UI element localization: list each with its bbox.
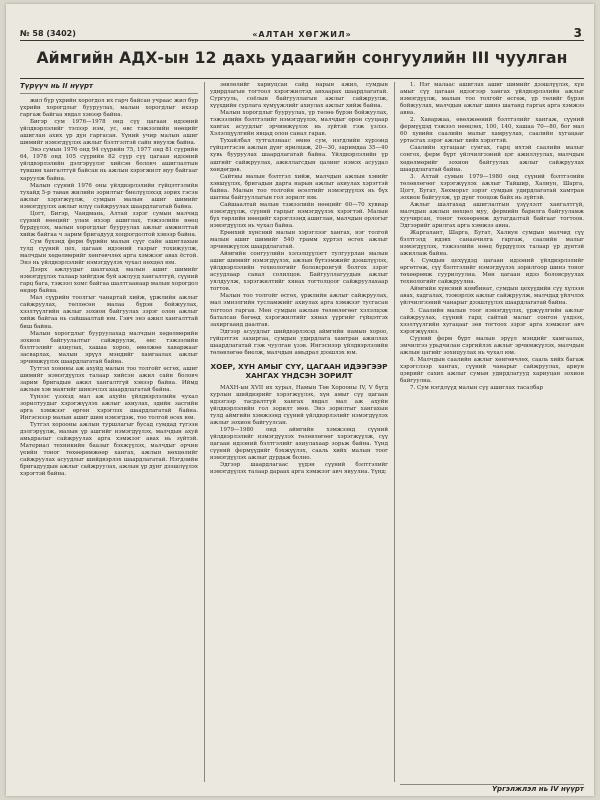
paragraph: Аймгийн хүнсний комбинат, сумдын цехүүдийн сүү хүлээн авах, хадгалах, тээвэрлэх ажлыг сайжруулж, малчдад үйлчлэх үйлчилгээний чанарыг дээшлүүлэх шаардлагатай байна.: [400, 286, 584, 307]
paragraph: Эдгээр асуудлыг шийдвэрлэхэд аймгийн намын хороо, гүйцэтгэх захиргаа, сумдын удирдлага хамтран ажиллах шаардлагатай гэж чуулган үзэв. Ингэснээр үйлдвэрлэлийн төлөвлөгөө биелж, малчдын амьдрал дээшлэх юм.: [210, 328, 388, 356]
section-subhead: ХОЕР, ХҮН АМЫГ СҮҮ, ЦАГААН ИДЭЭГЭЭР ХАНГАХ ҮНДСЭН ЗОРИЛТ: [210, 361, 388, 381]
paragraph: Сайтны малын бэлтгэл хийж, малчдын ажлын хэвийг хэвшүүлэх, бригадын дарга нарын ажлыг ахиулах хэрэгтэй байна. Малын тоо толгойн өсөлтийг нэмэгдүүлэх нь бүх шатны байгууллагын гол зорилт юм.: [210, 173, 388, 201]
paragraph: Сайшаалтай малын тэжээлийн нөөцийг 60—70 хувиар нэмэгдүүлж, сүүний гарцыг нэмэгдүүлэх хэрэгтэй. Малын бүх төрлийн нөөцийг хэрэглээнд ашиглан, малчдын орлогыг нэмэгдүүлэх нь чухал байна.: [210, 201, 388, 229]
paragraph: 4. Сумдын цехүүдэд цагаан идээний үйлдвэрлэлийг өргөтгөж, сүү бэлтгэлийг нэмэгдүүлэх зорилгоор шинэ тоног төхөөрөмж суурилуулна. Мөн цагаан идээ боловсруулах технологийг сайжруулна.: [400, 258, 584, 286]
column-2: [210, 82, 388, 782]
paragraph: Энэ сумын 1976 онд 94 сүүрийн 75, 1977 онд 81 сүүрийн 64, 1978 онд 105 сүүрийн 82 сүүр сүү цагаан идээний үйлдвэрлэлийн дэлгэрүүлэг хийсэн боловч ашиглалтын түвшин хангалтгүй байсан нь ажлын хэрэгжилт муу байгааг харуулж байна.: [20, 147, 198, 182]
paragraph: жил бүр үхрийн хорогдол их гарч байсан учраас жил бүр үхрийн хорогдлыг бууруулах, малын хорогдлыг ихээр гаргаж байгаа явдал хэвээр байна.: [20, 98, 198, 119]
paragraph: Мал сүүрийн тоолгыг чанартай хийж, үржлийн ажлыг сайжруулах, төллөсөн малаа бүрэн бойжуулах, хээлтүүлгийн ажлыг зохион байгуулах зэрэг олон ажлыг хийж байгаа нь сайшаалтай юм. Гэвч энэ ажил хангалттай биш байна.: [20, 295, 198, 330]
page-header: [20, 26, 584, 41]
paragraph: 3. Алтай сумын 1979—1980 онд сүүний бэлтгэлийн төлөвлөгөөг хэрэгжүүлэх ажлыг Тайшир, Халиун, Шарга, Цогт, Бугат, Хөхморьт зэрэг сумдын удирдлагатай хамтран зохион байгуулж, үр дүнг тооцож байх нь зүйтэй.: [400, 173, 584, 201]
paragraph: Бигэр сум 1976—1978 онд сүү цагаан идээний үйлдвэрлэлийг тэлээр нэм, ус, өвс тэжээлийн нөөцийг ашиглан ахих үр дүн гаргасан. Үүний учир малын ашиг шимийг нэмэгдүүлэх ажлыг бэлтгэлтэй сайн явуулж байна.: [20, 119, 198, 147]
paragraph: 5. Саалийн малын тоог нэмэгдүүлэх, үржүүлгийн ажлыг сайжруулах, сүүний гарц сайтай малыг сонгон үлдээх, хээлтүүлгийн хугацааг зөв тогтоох зэрэг арга хэмжээг авч хэрэгжүүлнэ.: [400, 307, 584, 335]
paragraph: 7. Сум нэгдлүүд малын сүү ашиглах тасалбар: [410, 385, 544, 392]
paragraph: Тухайлбал тутгалзнаас өмнө сум, нэгдлийн хүрээнд гүйцэтгэсэн ажлын дүнг ярилцаж, 20—30, заримдаа 35—40 хувь бууруулах шаардлагатай байна. Үйлдвэрлэлийн үр ашгийг сайжруулах, ажиллагсдын цалинг нэмэх асуудал хөндөгдөв.: [210, 138, 388, 173]
paragraph: Ерөнхий хүнсний малын хэрэглээг хангах, нэг толгой малын ашиг шимийг 540 грамм хүртэл өсгөх ажлыг эрчимжүүлэх шаардлагатай.: [210, 229, 388, 251]
paragraph: МАХН-ын XVII их хурал, Намын Төв Хорооны IV, V бүгд хурлын шийдвэрийг хэрэгжүүлэх, хүн амыг сүү цагаан идээгээр тасралтгүй хангах явдал мал аж ахуйн үйлдвэрлэлийн гол зорилт мөн. Энэ зорилтыг хангахын тулд аймгийн хэмжээнд сүүний үйлдвэрлэлийг нэмэгдүүлэх ажлыг зохион байгуулсан.: [210, 384, 388, 426]
column-3: [400, 82, 584, 782]
newspaper-page: [6, 4, 594, 796]
issue-number: № 58 (3402): [20, 29, 76, 38]
continuation-kicker: Түрүүч нь II нүүрт: [20, 82, 198, 94]
paragraph: Тутгэл хонины аж ахуйд малын тоо толгойг өсгөх, ашиг шимийг нэмэгдүүлэх талаар хийсэн ажил сайн боловч зарим бригадын ажил хангалтгүй хэвээр байна. Иймд ажлын хэв маягийг шинэчлэх шаардлагатай байна.: [20, 365, 198, 393]
paragraph: Аймгийн сонгуулийн хэлэлцүүлэгт тулгуурлан малын ашиг шимийг нэмэгдүүлэх, ажлын бүтээмжийг дээшлүүлэх, үйлдвэрлэлийн технологийг боловсронгуй болгох зэрэг асуудлаар санал солилцов. Байгууллагуудын ажлыг уялдуулж, хэрэгжилтийг хянах тогтолцоог сайжруулахаар тогтов.: [210, 251, 388, 293]
paragraph: Үүнээс үзэхэд мал аж ахуйн үйлдвэрлэлийн чухал зорилтуудыг хэрэгжүүлэх ажлыг ахиулах, эдийн засгийн арга хэмжээг өргөн хэрэглэх шаардлагатай байна. Ингэснээр малын ашиг шим нэмэгдэж, тоо толгой өсөх юм.: [20, 393, 198, 422]
page-number: 3: [573, 26, 582, 40]
paragraph: Жаргалант, Шарга, Бугат, Халиун сумдын малчид сүү бэлтгэлд идэвх санаачилга гаргаж, саалийн малыг нэмэгдүүлэх, тэжээлийн нөөц бүрдүүлэх талаар үр дүнтэй ажиллаж байна.: [400, 229, 584, 258]
paragraph: Эдгээр шаардлагаас үүдэн сүүний бэлтгэлийг нэмэгдүүлэх талаар дараах арга хэмжээг авч явуулна. Үүнд:: [210, 462, 388, 476]
paragraph: Цогт, Бигэр, Чандмань, Алтай зэрэг сумын малчид сүүний нөөцийг улам ихээр ашиглах, тэжээлийн нөөц бүрдүүлэх, малын хорогдлыг бууруулах ажлыг амжилттай хийж байгаа ч зарим бригадууд хоцрогдолтой хэвээр байна.: [20, 210, 198, 238]
paragraph: Малын хорогдлыг бууруулахад малчдын хөдөлмөрийн зохион байгуулалтыг сайжруулж, өвс тэжээлийн бэлтгэлийг ахиулах, хашаа хороо, өвөлжөө хаваржааг засварлах, малын эрүүл мэндийг хамгаалах ажлыг эрчимжүүлэх шаардлагатай байна.: [20, 330, 198, 365]
paragraph: зөвлөлийг хариуцсан сайд нарын ажил, сумдын удирдлагын тогтоол хэрэгжилтэд анхаарах шаардлагатай. Сургууль, соёлын байгууллагын ажлыг сайжруулж, хүүхдийн сурлага хүмүүжлийг ахиулах ажлыг хийж байна.: [210, 82, 388, 110]
continuation-footer: Үргэлжлэл нь IV нүүрт: [400, 784, 584, 795]
paragraph: 1979—1980 онд аймгийн хэмжээнд сүүний үйлдвэрлэлийг нэмэгдүүлэх төлөвлөгөөг хэрэгжүүлж, сүү цагаан идээний бэлтгэлийг ахиулахаар зорьж байна. Үүнд сүүний фермүүдийг бэхжүүлэх, сааль хийх малын тоог нэмэгдүүлэх ажлыг дурдаж болно.: [210, 426, 388, 462]
paragraph: Тутгэл хорооны ажлын туршлагыг бусад сумдад түгээн дэлгэрүүлж, малын үр ашгийг нэмэгдүүлэх, малчдын ахуй амьдралыг сайжруулах арга хэмжээг авах нь зүйтэй. Материал техникийн баазыг бэхжүүлэх, малчдыг орчин үеийн тоног төхөөрөмжөөр хангах, ажлын нөхцөлийг сайжруулах асуудлыг шийдвэрлэх шаардлагатай. Нэгдлийн бригадуудын ажлыг сайжруулах, ажлын үр дүнг дээшлүүлэх хэрэгтэй байна.: [20, 422, 198, 478]
paragraph: Ажлыг шалгахад ашиглалтын үзүүлэлт хангалтгүй, малчдын ажлын нөхцөл муу, фермийн барилга байгууламж хуучирсан, тоног төхөөрөмж дутагдалтай байгааг тогтоов. Эдгээрийг арилгах арга хэмжээ авна.: [400, 201, 584, 229]
paragraph: Малын тоо толгойг өсгөх, үржлийн ажлыг сайжруулах, мал эмнэлгийн тусламжийг ахиулах арга хэмжээг тусгасан тогтоол гаргав. Мөн сумдын ажлын төлөвлөгөөг хэлэлцэж баталсан бөгөөд хэрэгжилтийг хянах үүргийг гүйцэтгэх захиргаанд даалгав.: [210, 293, 388, 328]
paragraph: Сүүний ферм бүрт малын эрүүл мэндийг хамгаалах, эмчилгээ урьдчилан сэргийлэх ажлыг эрчимжүүлэх, малчдын ажлын цагийг зохицуулах нь чухал юм.: [400, 335, 584, 356]
paragraph: 1. Нэг малаас ашиглах ашиг шимийг дээшлүүлэх, хүн амыг сүү цагаан идээгээр хангах үйлдвэрлэлийн ажлыг нэмэгдүүлж, малын тоо толгойг өсгөж, үр төлийг бүрэн бойжуулах, малчдын ажлыг шинэ шатанд гаргах арга хэмжээ авна.: [400, 82, 584, 117]
column-rule-2: [394, 82, 395, 782]
paragraph: Малын сүүний 1976 оны үйлдвэрлэлийн гүйцэтгэлийн тухайд 5-р таван жилийн зорилтыг биелүүлэхэд зорих гэсэн ажлыг хэрэгжүүлж, сумдын малын ашиг шимийг нэмэгдүүлэх ажлыг илүү сайжруулах шаардлагатай байна.: [20, 182, 198, 210]
newspaper-name: «АЛТАН ХӨГЖИЛ»: [252, 30, 352, 39]
headline: Аймгийн АДХ-ын 12 дахь удаагийн сонгуулийн III чуулган: [20, 44, 584, 79]
column-rule-1: [204, 82, 205, 782]
paragraph: Сум бүхэнд ферм бүрийн малын сүүг сайн ашиглахын тулд сүүний цех, цагаан идээний газрыг тохижуулж, малчдын хөдөлмөрийг хөнгөвчлөх арга хэмжээг авах ёстой. Энэ нь үйлдвэрлэлийг нэмэгдүүлэх чухал нөхцөл юм.: [20, 238, 198, 267]
paragraph: Дээрх ажлуудыг шалгахад малын ашиг шимийг нэмэгдүүлэх талаар хийгдэж буй ажлууд хангалтгүй, сүүний гарц бага, тэжээл хомс байгаа шалтгаанаар малын хорогдол өндөр байна.: [20, 267, 198, 295]
paragraph: Саалийн хугацааг сунгах, гарц ихтэй саалийн малыг сонгох, ферм бүрт үйлчилгээний цэг ажиллуулах, малчдын хөдөлмөрийг зохион байгуулах ажлыг сайжруулах шаардлагатай байна.: [400, 145, 584, 173]
paragraph: Малын хорогдлыг бууруулах, үр төлөө бүрэн бойжуулах, тэжээлийн бэлтгэлийг нэмэгдүүлэх, малчдыг орон сууцаар хангах асуудлыг эрчимжүүлэх нь зүйтэй гэж үзлээ. Хэлэлцүүлгийн явцад олон санал гарав.: [210, 110, 388, 138]
paragraph: 2. Хаваржаа, өвөлжөөний бэлтгэлийг хангаж, сүүний фермүүдэд тэжээл нөөцлөх, 100, 140, хашаа 70—80, бог мал 60 хувийн саалийн малыг хамруулах, саалийн хугацааг уртасгах зэрэг ажлыг хийх хэрэгтэй.: [400, 117, 584, 145]
column-1: [20, 82, 198, 782]
paragraph: 6. Малчдын саалийн ажлыг хөнгөвчлөх, сааль хийх багаж хэрэгслээр хангах, сүүний чанарыг сайжруулах, ариун цэврийг сахих ажлыг сумын удирдлагууд хариуцан зохион байгуулна.: [400, 356, 584, 384]
